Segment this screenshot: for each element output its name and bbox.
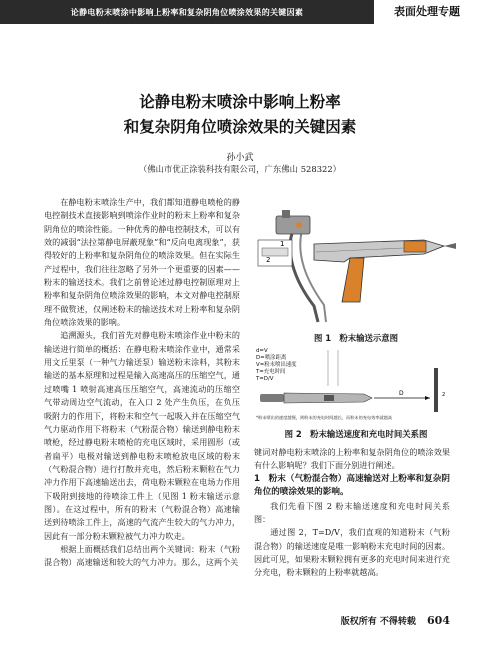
- workpiece-label: 2: [442, 392, 446, 398]
- legend-item: T=D/V: [256, 376, 274, 382]
- affiliation: （佛山市优正涂装科技有限公司，广东佛山 528322）: [138, 164, 342, 174]
- figure-1-caption: 图 1 粉末输送示意图: [313, 333, 399, 343]
- paragraph: 在静电粉末喷涂生产中，我们都知道静电喷枪的静电控制技术直接影响到喷涂作业时的粉末上粉率和复杂阴角位的喷涂性能。一种优秀的静电控制技术，可以有效的减弱“法拉第静电屏蔽现象”和“反向电离现象”，获得较好的上粉率和复杂阴角位的喷涂效果。但在实际生产过程中，我们往往忽略了另外一个更重要的因素——粉末的输送技术。我们之前曾论述过静电控制原理对上粉率和复杂阴角位喷涂效果的影响，本文对静电控制原理不做赘述，仅阐述粉末的输送技术对上粉率和复杂阴角位喷涂效果的影响。: [44, 197, 240, 328]
- figure-2-caption: 图 2 粉末输送速度和充电时间关系图: [284, 429, 428, 439]
- figure-2-diagram: [254, 346, 458, 422]
- left-column: [44, 196, 240, 570]
- figure-2-note: *粉末喷出的速度越慢，则粉末的充电时间越长，而粉末的充电效率就越高: [256, 415, 393, 420]
- legend-item: V=粉末喷出速度: [256, 362, 297, 368]
- paragraph: 键词对静电粉末喷涂的上粉率和复杂阴角位的喷涂效果有什么影响呢？我们下面分别进行阐述。: [254, 447, 450, 471]
- figure-1-label: 1: [280, 240, 285, 248]
- title-line-2: 和复杂阴角位喷涂效果的关键因素: [123, 118, 357, 136]
- gun-rear: [260, 394, 284, 402]
- page-number: 604: [427, 614, 450, 627]
- paragraph: 根据上面概括我们总结出两个关键词：粉末（气粉混合物）高速输送和较大的气力冲力。那么，这两个关: [44, 543, 240, 568]
- legend-item: T=充电时间: [256, 369, 286, 375]
- paragraph: 我们先看下图 2 粉末输送速度和充电时间关系图：: [254, 500, 450, 525]
- page-footer: [0, 614, 450, 627]
- section-heading: 1 粉末（气粉混合物）高速输送对上粉率和复杂阴角位的喷涂效果的影响。: [254, 473, 450, 498]
- figure-1-spray-gun: [254, 210, 458, 325]
- figure-1-label: 2: [266, 256, 271, 264]
- article-title: [0, 90, 480, 140]
- distance-label: D: [399, 390, 404, 397]
- copyright-notice: 版权所有 不得转载: [340, 617, 416, 627]
- workpiece: [434, 368, 438, 412]
- venturi-pump: [276, 216, 310, 234]
- paragraph: 通过图 2，T=D/V，我们直观的知道粉末（气粉混合物）的输送速度是唯一影响粉末充电时间的因素。因此可见，如果粉末颗粒拥有更多的充电时间来进行充分充电，粉末颗粒的上粉率就越高。: [254, 527, 450, 578]
- gun-handle: [342, 258, 364, 302]
- legend-item: D=喷涂距离: [256, 355, 287, 361]
- paragraph: 追溯源头，我们首先对静电粉末喷涂作业中粉末的输送进行简单的概括：在静电粉末喷涂作业中，通常采用文丘里泵（一种气力输送泵）输送粉末涂料，其粉末输送的基本原理和过程是输入高速高压的压缩空气，通过喷嘴 1 喷射高速高压压缩空气，高速流动的压缩空气带动周边空气流动，在入口 2 处产生负压，在负压吸附力的作用下，将粉末和空气一起吸入并在压缩空气气力驱动作用下将粉末（气粉混合物）输送到静电粉末喷枪，经过静电粉末喷枪的充电区域时，采用圆形（或者扁平）电极对输送到静电粉末喷枪放电区域的粉末（气粉混合物）进行打散并充电，然后粉末颗粒在气力冲力作用下高速输送出去，荷电粉末颗粒在电场力作用下吸附到接地的待喷涂工件上（见图 1 粉末输送示意图）。在这过程中，所有的粉末（气粉混合物）高速输送到待喷涂工件上，高速的气流产生较大的气力冲力，因此有一部分粉末颗粒被气力冲力吹走。: [44, 330, 240, 541]
- right-column: [254, 446, 450, 580]
- title-line-1: 论静电粉末喷涂中影响上粉率: [139, 93, 341, 111]
- legend-item: d=V: [256, 348, 268, 354]
- section-tag: 表面处理专题: [394, 5, 460, 18]
- running-header: [0, 0, 480, 24]
- author: 孙小武: [226, 153, 254, 163]
- powder-hose: [290, 228, 318, 322]
- running-title: 论静电粉末喷涂中影响上粉率和复杂阴角位喷涂效果的关键因素: [0, 0, 374, 24]
